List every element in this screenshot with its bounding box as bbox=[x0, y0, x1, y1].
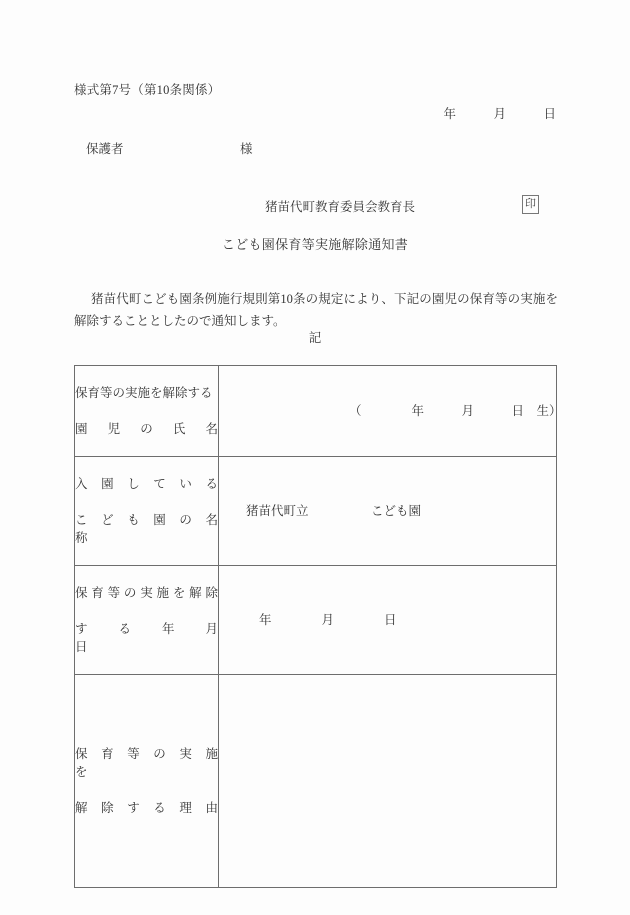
page-title: こども園保育等実施解除通知書 bbox=[221, 237, 409, 252]
notification-table bbox=[74, 365, 562, 888]
row-label-cancel-reason bbox=[75, 675, 231, 888]
body-paragraph: 猪苗代町こども園条例施行規則第10条の規定により、下記の園児の保育等の実施を解除することとしたので通知します。 bbox=[74, 292, 558, 328]
label-line-1: 保 育 等 の 実 施 を 解 除 bbox=[75, 586, 218, 600]
label-line-2: す る 年 月 日 bbox=[75, 622, 244, 654]
row-value-child-name[interactable]: （ 年 月 日 生） bbox=[219, 366, 557, 457]
label-line-1: 保育等の実施を解除する bbox=[75, 386, 213, 400]
label-line-1: 保 育 等 の 実 施 を bbox=[75, 747, 231, 779]
table-row bbox=[75, 675, 557, 888]
row-label-school-name bbox=[75, 457, 231, 566]
row-value-school-name[interactable]: 猪苗代町立 こども園 bbox=[219, 457, 557, 566]
seal-stamp-icon: 印 bbox=[522, 195, 539, 214]
table-row bbox=[75, 566, 557, 675]
addressee-honorific: 様 bbox=[240, 142, 253, 156]
addressee-label: 保護者 bbox=[86, 142, 124, 156]
label-line-1: 入 園 し て い る bbox=[75, 477, 218, 491]
row-value-cancel-date[interactable]: 年 月 日 bbox=[219, 566, 557, 675]
row-value-cancel-reason[interactable] bbox=[219, 675, 557, 888]
label-line-2: こ ど も 園 の 名 称 bbox=[75, 513, 231, 545]
ki-marker: 記 bbox=[308, 331, 322, 345]
label-line-2: 園 児 の 氏 名 bbox=[75, 422, 218, 436]
table-row bbox=[75, 457, 557, 566]
date-line: 年 月 日 bbox=[443, 107, 556, 121]
issuer-name: 猪苗代町教育委員会教育長 bbox=[265, 200, 416, 214]
label-line-2: 解 除 す る 理 由 bbox=[75, 801, 218, 815]
row-label-child-name bbox=[75, 366, 219, 457]
table-row bbox=[75, 366, 557, 457]
form-number: 様式第7号（第10条関係） bbox=[74, 83, 221, 97]
row-label-cancel-date bbox=[75, 566, 244, 675]
